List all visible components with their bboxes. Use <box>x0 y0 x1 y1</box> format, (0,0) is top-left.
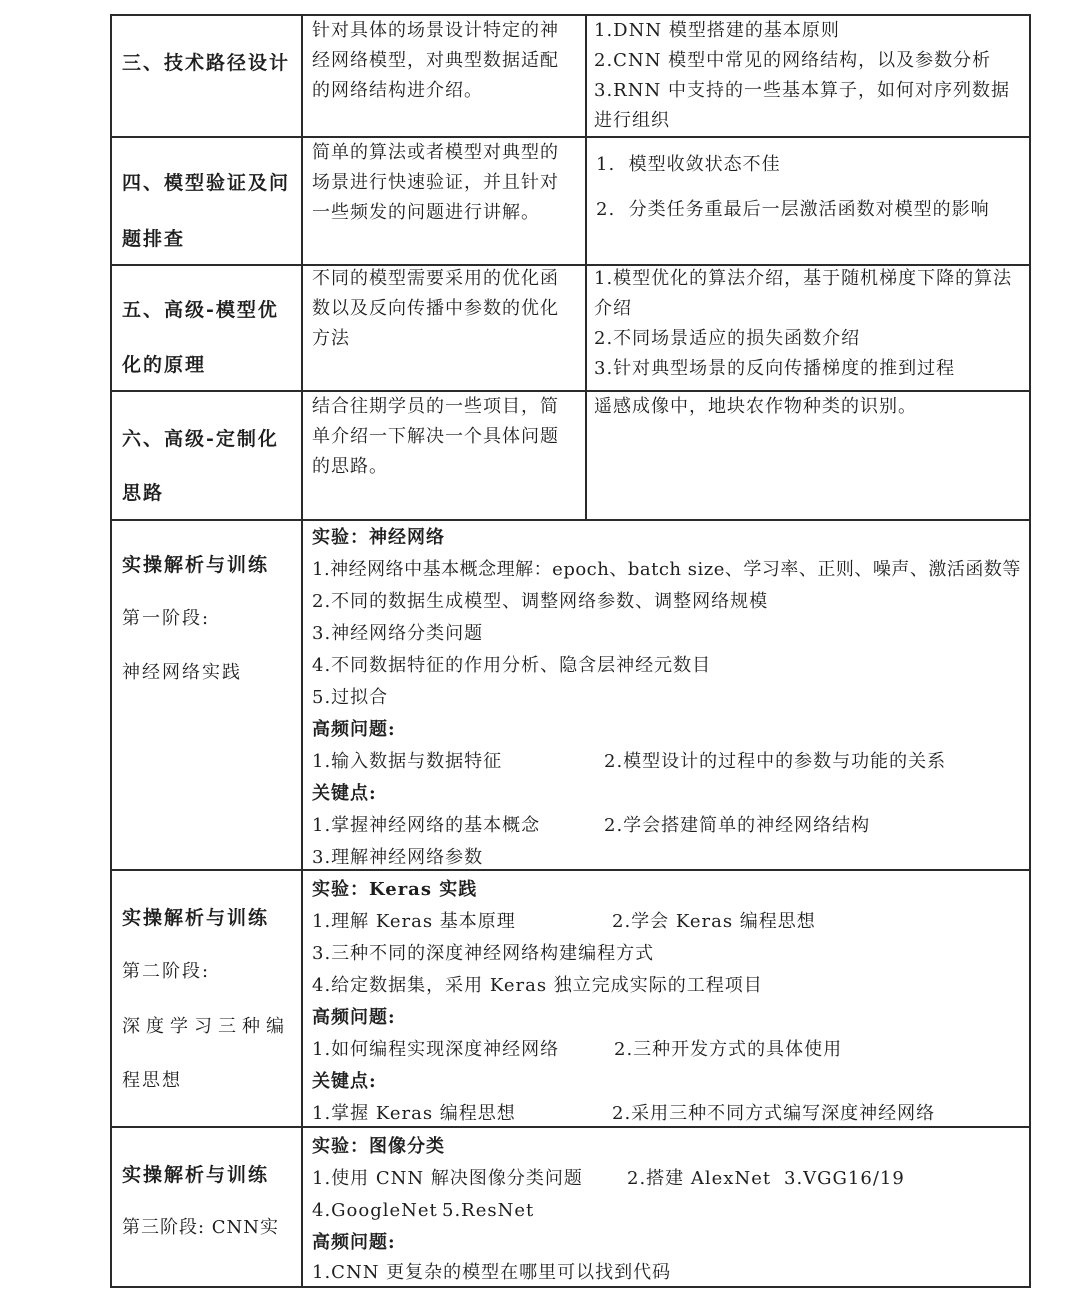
key-title: 关键点: <box>312 1071 377 1092</box>
experiment-item: 1.理解 Keras 基本原理 <box>312 911 516 932</box>
row-label: 五、高级-模型优 <box>122 299 279 321</box>
faq-title: 高频问题: <box>312 719 396 740</box>
key-item: 1.掌握 Keras 编程思想 <box>312 1103 516 1124</box>
experiment-item: 2.不同的数据生成模型、调整网络参数、调整网络规模 <box>312 591 769 612</box>
row-desc-line: 一些频发的问题进行讲解。 <box>312 202 540 223</box>
stage-label: 神经网络实践 <box>122 662 242 683</box>
stage-label: 深度学习三种编 <box>122 1016 290 1037</box>
row-detail-line: 介绍 <box>594 298 632 319</box>
experiment-item: 5.过拟合 <box>312 687 389 708</box>
row-desc-line: 经网络模型，对典型数据适配 <box>312 50 559 71</box>
row-desc-line: 数以及反向传播中参数的优化 <box>312 298 559 319</box>
experiment-item: 2.搭建 AlexNet <box>627 1168 772 1189</box>
experiment-title: 实验：图像分类 <box>312 1136 445 1157</box>
experiment-item: 1.神经网络中基本概念理解：epoch、batch size、学习率、正则、噪声、激活函数等 <box>312 559 1021 580</box>
experiment-item: 3.三种不同的深度神经网络构建编程方式 <box>312 943 655 964</box>
row-label: 题排查 <box>122 228 186 250</box>
row-detail-line: 3.RNN 中支持的一些基本算子，如何对序列数据 <box>594 80 1010 101</box>
row-desc-line: 结合往期学员的一些项目，简 <box>312 396 559 417</box>
experiment-title: 实验：Keras 实践 <box>312 879 478 900</box>
stage-label: 第一阶段: <box>122 608 211 629</box>
stage-label: 第三阶段: CNN实 <box>122 1217 280 1238</box>
row-desc-line: 方法 <box>312 328 350 349</box>
row-label: 四、模型验证及问 <box>122 172 291 194</box>
stage-label: 实操解析与训练 <box>122 1164 270 1186</box>
faq-item: 1.CNN 更复杂的模型在哪里可以找到代码 <box>312 1262 672 1283</box>
faq-item: 1.如何编程实现深度神经网络 <box>312 1039 560 1060</box>
key-item: 3.理解神经网络参数 <box>312 847 484 868</box>
row-detail-line: 遥感成像中，地块农作物种类的识别。 <box>594 396 917 417</box>
row-detail-line: 1. 模型收敛状态不佳 <box>596 154 781 175</box>
experiment-item: 2.学会 Keras 编程思想 <box>612 911 816 932</box>
row-detail-line: 进行组织 <box>594 110 670 131</box>
key-title: 关键点: <box>312 783 377 804</box>
row-desc-line: 不同的模型需要采用的优化函 <box>312 268 559 289</box>
experiment-item: 3.神经网络分类问题 <box>312 623 484 644</box>
row-detail-line: 2. 分类任务重最后一层激活函数对模型的影响 <box>596 199 990 220</box>
experiment-item: 4.给定数据集，采用 Keras 独立完成实际的工程项目 <box>312 975 763 996</box>
stage-label: 实操解析与训练 <box>122 907 270 929</box>
faq-title: 高频问题: <box>312 1232 396 1253</box>
row-label: 三、技术路径设计 <box>122 52 291 74</box>
row-detail-line: 1.DNN 模型搭建的基本原则 <box>594 20 840 41</box>
row-detail-line: 3.针对典型场景的反向传播梯度的推到过程 <box>594 358 956 379</box>
row-desc-line: 的思路。 <box>312 456 388 477</box>
row-detail-line: 1.模型优化的算法介绍，基于随机梯度下降的算法 <box>594 268 1013 289</box>
stage-label: 第二阶段: <box>122 961 211 982</box>
experiment-item: 3.VGG16/19 <box>784 1168 905 1189</box>
faq-item: 2.三种开发方式的具体使用 <box>614 1039 843 1060</box>
row-label: 思路 <box>122 482 165 504</box>
row-detail-line: 2.不同场景适应的损失函数介绍 <box>594 328 861 349</box>
stage-label-cell <box>110 1126 303 1288</box>
row-desc-line: 针对具体的场景设计特定的神 <box>312 20 559 41</box>
row-label: 化的原理 <box>122 354 207 376</box>
row-desc-line: 单介绍一下解决一个具体问题 <box>312 426 559 447</box>
experiment-title: 实验：神经网络 <box>312 527 445 548</box>
stage-label: 实操解析与训练 <box>122 554 270 576</box>
row-desc-line: 场景进行快速验证，并且针对 <box>312 172 559 193</box>
key-item: 2.采用三种不同方式编写深度神经网络 <box>612 1103 936 1124</box>
experiment-item: 5.ResNet <box>442 1200 535 1221</box>
key-item: 1.掌握神经网络的基本概念 <box>312 815 541 836</box>
row-label: 六、高级-定制化 <box>122 428 279 450</box>
faq-item: 2.模型设计的过程中的参数与功能的关系 <box>604 751 947 772</box>
row-desc-line: 简单的算法或者模型对典型的 <box>312 142 559 163</box>
row-detail-line: 2.CNN 模型中常见的网络结构，以及参数分析 <box>594 50 992 71</box>
row-desc-line: 的网络结构进介绍。 <box>312 80 483 101</box>
experiment-item: 1.使用 CNN 解决图像分类问题 <box>312 1168 583 1189</box>
experiment-item: 4.不同数据特征的作用分析、隐含层神经元数目 <box>312 655 712 676</box>
experiment-item: 4.GoogleNet <box>312 1200 438 1221</box>
stage-label: 程思想 <box>122 1070 182 1091</box>
faq-title: 高频问题: <box>312 1007 396 1028</box>
faq-item: 1.输入数据与数据特征 <box>312 751 503 772</box>
key-item: 2.学会搭建简单的神经网络结构 <box>604 815 871 836</box>
